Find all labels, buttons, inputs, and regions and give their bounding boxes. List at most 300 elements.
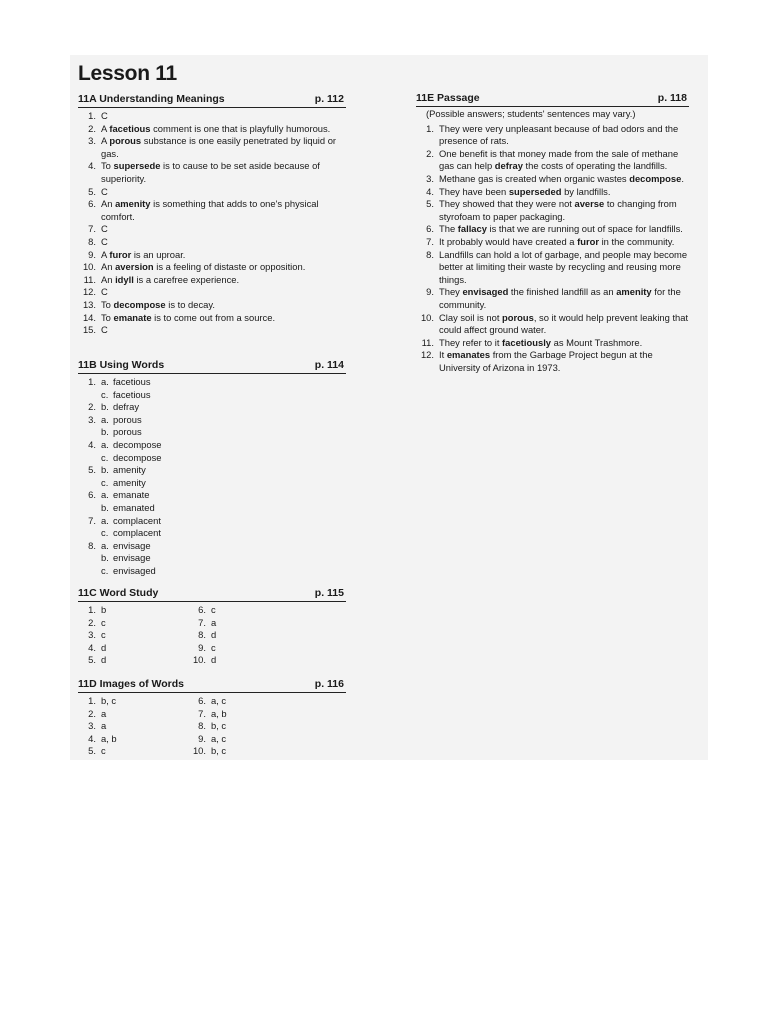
grid-answer bbox=[188, 733, 298, 746]
answer-item bbox=[78, 414, 346, 427]
item-text bbox=[439, 123, 689, 148]
sub-word: facetious bbox=[113, 376, 151, 387]
text-run: The bbox=[439, 223, 458, 235]
vocabulary-word: decompose bbox=[113, 298, 166, 310]
answer-item bbox=[416, 236, 689, 249]
item-number: 1. bbox=[88, 695, 96, 706]
item-number: 2. bbox=[88, 707, 96, 719]
answer-item bbox=[78, 186, 346, 199]
text-run: is to come out from a source. bbox=[151, 311, 276, 323]
item-number bbox=[78, 389, 96, 402]
answer-item bbox=[78, 515, 346, 528]
item-number: 7. bbox=[198, 616, 206, 628]
sub-word: amenity bbox=[113, 476, 146, 488]
page-reference: p. 115 bbox=[314, 587, 344, 599]
grid-answer bbox=[188, 642, 298, 655]
item-number: 8. bbox=[88, 539, 96, 551]
sub-letter: a. bbox=[101, 514, 109, 526]
item-answer: b, c bbox=[101, 695, 117, 706]
vocabulary-word: idyll bbox=[115, 273, 134, 285]
item-number: 12. bbox=[420, 349, 434, 361]
item-number: 9. bbox=[88, 248, 96, 260]
text-run: is an uproar. bbox=[131, 248, 186, 260]
answer-item bbox=[416, 249, 689, 287]
grid-answer bbox=[78, 695, 188, 708]
item-answer: d bbox=[101, 654, 107, 666]
answer-item bbox=[78, 261, 346, 274]
text-run: is to cause to be set aside because of superiority. bbox=[101, 160, 320, 184]
grid-answer bbox=[78, 733, 188, 746]
grid-answer bbox=[188, 708, 298, 721]
section-header bbox=[78, 92, 346, 108]
answer-item bbox=[78, 299, 346, 312]
section-header bbox=[78, 358, 346, 374]
sub-letter: a. bbox=[101, 438, 109, 450]
item-text bbox=[439, 337, 689, 350]
item-answer: a, b bbox=[101, 732, 117, 744]
item-answer: a bbox=[101, 720, 107, 732]
text-run: comment is one that is playfully humorous. bbox=[150, 122, 331, 134]
answer-item bbox=[78, 477, 346, 490]
item-number: 3. bbox=[426, 172, 434, 184]
item-text bbox=[101, 135, 346, 160]
sub-word: emanate bbox=[113, 489, 150, 501]
item-number: 6. bbox=[426, 223, 434, 235]
grid-answer bbox=[188, 745, 298, 758]
vocabulary-word: facetious bbox=[109, 122, 151, 134]
answer-item bbox=[416, 173, 689, 186]
item-text bbox=[101, 223, 346, 236]
answer-item bbox=[78, 502, 346, 515]
text-run: They refer to it bbox=[439, 336, 503, 348]
text-run: by landfills. bbox=[561, 185, 611, 197]
section-11a bbox=[78, 92, 346, 337]
page-reference: p. 112 bbox=[314, 93, 344, 105]
vocabulary-word: aversion bbox=[115, 261, 154, 273]
answer-item bbox=[78, 223, 346, 236]
item-number bbox=[78, 477, 96, 490]
grid-answer bbox=[78, 745, 188, 758]
answer-item bbox=[78, 110, 346, 123]
answer-grid bbox=[78, 695, 346, 758]
answer-item bbox=[416, 337, 689, 350]
item-number: 6. bbox=[88, 489, 96, 501]
answer-item bbox=[78, 439, 346, 452]
item-text bbox=[101, 312, 346, 325]
item-answer: a, c bbox=[211, 732, 227, 744]
sub-word: amenity bbox=[113, 464, 146, 476]
sub-answer bbox=[101, 527, 161, 540]
item-number: 3. bbox=[88, 413, 96, 425]
item-text bbox=[101, 249, 346, 262]
sub-letter: c. bbox=[101, 388, 109, 400]
text-run: An bbox=[101, 273, 116, 285]
vocabulary-word: amenity bbox=[115, 198, 151, 210]
sub-answer bbox=[101, 502, 155, 515]
answer-item bbox=[78, 312, 346, 325]
vocabulary-word: superseded bbox=[508, 185, 562, 197]
text-run: the finished landfill as an bbox=[508, 286, 617, 298]
item-number: 3. bbox=[88, 135, 96, 147]
item-text bbox=[439, 173, 689, 186]
text-run: An bbox=[101, 198, 116, 210]
section-title: 11B Using Words bbox=[78, 359, 165, 371]
section-title: 11D Images of Words bbox=[78, 678, 185, 690]
sub-word: facetious bbox=[113, 388, 151, 400]
vocabulary-word: furor bbox=[109, 248, 132, 260]
text-run: is something that adds to one's physical comfort. bbox=[101, 198, 319, 222]
answer-list bbox=[416, 123, 689, 375]
text-run: A bbox=[101, 135, 110, 147]
text-run: is a carefree experience. bbox=[133, 273, 240, 285]
answer-item bbox=[416, 223, 689, 236]
item-text bbox=[439, 198, 689, 223]
text-run: To bbox=[101, 298, 114, 310]
item-number: 9. bbox=[426, 286, 434, 298]
item-number: 5. bbox=[88, 185, 96, 197]
grid-answer bbox=[78, 720, 188, 733]
item-number bbox=[78, 565, 96, 578]
text-run: They were very unpleasant because of bad odors and the presence of rats. bbox=[439, 122, 679, 147]
answer-item bbox=[78, 160, 346, 185]
text-run: To bbox=[101, 160, 114, 172]
answer-item bbox=[416, 286, 689, 311]
item-number: 2. bbox=[88, 401, 96, 413]
item-number: 5. bbox=[426, 198, 434, 210]
item-text bbox=[101, 160, 346, 185]
page-reference: p. 116 bbox=[314, 678, 344, 690]
text-run: An bbox=[101, 261, 116, 273]
sub-letter: b. bbox=[101, 464, 109, 476]
item-answer: d bbox=[211, 629, 217, 641]
section-header bbox=[78, 677, 346, 693]
item-text bbox=[439, 349, 689, 374]
item-text bbox=[439, 249, 689, 287]
item-number bbox=[78, 426, 96, 439]
item-number: 4. bbox=[426, 185, 434, 197]
item-number: 9. bbox=[198, 732, 206, 744]
sub-word: complacent bbox=[113, 527, 161, 539]
sub-answer bbox=[101, 565, 156, 578]
grid-answer bbox=[78, 604, 188, 617]
sub-letter: a. bbox=[101, 376, 109, 387]
answer-item bbox=[78, 426, 346, 439]
item-number: 1. bbox=[88, 376, 96, 387]
item-answer: b, c bbox=[211, 720, 227, 732]
item-number: 2. bbox=[426, 147, 434, 159]
sub-answer bbox=[101, 515, 161, 528]
item-answer: d bbox=[101, 641, 107, 653]
answer-item bbox=[78, 286, 346, 299]
item-number bbox=[78, 552, 96, 565]
item-number: 10. bbox=[192, 745, 206, 757]
sub-letter: b. bbox=[101, 501, 109, 513]
text-run: Landfills can hold a lot of garbage, and people may become better at limiting their waste by recycling and reusing more things. bbox=[439, 248, 688, 285]
sub-word: envisaged bbox=[113, 564, 156, 576]
item-number: 4. bbox=[88, 641, 96, 653]
item-number: 7. bbox=[426, 235, 434, 247]
item-text bbox=[439, 286, 689, 311]
item-text bbox=[439, 236, 689, 249]
sub-letter: b. bbox=[101, 552, 109, 564]
text-run: Methane gas is created when organic wastes bbox=[439, 172, 630, 184]
item-text bbox=[101, 110, 346, 123]
text-run: substance is one easily penetrated by liquid or gas. bbox=[101, 135, 337, 159]
sub-letter: c. bbox=[101, 527, 109, 539]
item-text bbox=[101, 274, 346, 287]
item-answer: a, c bbox=[211, 695, 227, 706]
text-run: A bbox=[101, 122, 110, 134]
item-number: 1. bbox=[88, 604, 96, 615]
item-number: 11. bbox=[83, 273, 96, 285]
item-number: 2. bbox=[88, 616, 96, 628]
text-run: C bbox=[101, 235, 108, 247]
grid-answer bbox=[78, 642, 188, 655]
item-number: 8. bbox=[198, 720, 206, 732]
section-header bbox=[78, 586, 346, 602]
vocabulary-word: envisaged bbox=[462, 286, 509, 298]
text-run: is that we are running out of space for landfills. bbox=[486, 223, 683, 235]
item-text bbox=[439, 223, 689, 236]
answer-item bbox=[416, 148, 689, 173]
text-run: To bbox=[101, 311, 114, 323]
answer-item bbox=[78, 198, 346, 223]
sub-word: decompose bbox=[113, 438, 162, 450]
vocabulary-word: averse bbox=[574, 198, 605, 210]
answer-item bbox=[78, 565, 346, 578]
sub-answer bbox=[101, 477, 146, 490]
vocabulary-word: amenity bbox=[616, 286, 652, 298]
text-run: They bbox=[439, 286, 463, 298]
sub-answer bbox=[101, 540, 151, 553]
sub-word: decompose bbox=[113, 451, 162, 463]
answer-item bbox=[416, 312, 689, 337]
text-run: is a feeling of distaste or opposition. bbox=[153, 261, 306, 273]
item-number: 3. bbox=[88, 720, 96, 732]
answer-item bbox=[416, 186, 689, 199]
section-11e bbox=[416, 91, 689, 374]
answer-item bbox=[416, 123, 689, 148]
item-answer: a bbox=[101, 707, 107, 719]
text-run: C bbox=[101, 185, 108, 197]
text-run: C bbox=[101, 110, 108, 121]
item-text bbox=[439, 312, 689, 337]
item-answer: c bbox=[101, 745, 106, 757]
item-number: 5. bbox=[88, 745, 96, 757]
answer-item bbox=[78, 236, 346, 249]
sub-word: envisage bbox=[113, 552, 151, 564]
grid-answer bbox=[78, 708, 188, 721]
sub-word: envisage bbox=[113, 539, 151, 551]
grid-answer bbox=[78, 617, 188, 630]
sub-answer bbox=[101, 389, 151, 402]
item-text bbox=[101, 186, 346, 199]
grid-answer bbox=[188, 720, 298, 733]
item-answer: b bbox=[101, 604, 107, 615]
answer-item bbox=[78, 135, 346, 160]
sub-letter: a. bbox=[101, 413, 109, 425]
grid-answer bbox=[188, 695, 298, 708]
grid-answer bbox=[188, 604, 298, 617]
text-run: They have been bbox=[439, 185, 509, 197]
grid-answer bbox=[78, 654, 188, 667]
item-answer: c bbox=[101, 629, 106, 641]
item-number: 8. bbox=[198, 629, 206, 641]
sub-word: porous bbox=[113, 426, 142, 438]
text-run: , so it would help prevent leaking that could affect ground water. bbox=[439, 311, 689, 336]
item-number: 1. bbox=[88, 110, 96, 121]
answer-item bbox=[78, 389, 346, 402]
answer-item bbox=[78, 324, 346, 337]
item-number: 10. bbox=[192, 654, 206, 666]
sub-answer bbox=[101, 426, 142, 439]
text-run: the costs of operating the landfills. bbox=[522, 160, 668, 172]
item-number: 5. bbox=[88, 464, 96, 476]
item-number: 7. bbox=[88, 223, 96, 235]
item-text bbox=[439, 148, 689, 173]
sub-word: emanated bbox=[113, 501, 155, 513]
vocabulary-word: emanates bbox=[446, 349, 491, 361]
sub-word: complacent bbox=[113, 514, 161, 526]
item-text bbox=[101, 324, 346, 337]
text-run: for the community. bbox=[439, 286, 681, 310]
item-answer: c bbox=[101, 616, 106, 628]
item-number: 1. bbox=[426, 122, 434, 134]
sub-letter: a. bbox=[101, 539, 109, 551]
sub-answer bbox=[101, 464, 146, 477]
item-number: 15. bbox=[82, 324, 96, 336]
item-number: 13. bbox=[82, 298, 96, 310]
item-answer: b, c bbox=[211, 745, 227, 757]
item-text bbox=[101, 236, 346, 249]
item-number: 2. bbox=[88, 122, 96, 134]
item-answer: d bbox=[211, 654, 217, 666]
answer-item bbox=[78, 489, 346, 502]
item-text bbox=[101, 261, 346, 274]
item-number: 4. bbox=[88, 160, 96, 172]
item-text bbox=[101, 299, 346, 312]
text-run: C bbox=[101, 324, 108, 336]
grid-answer bbox=[188, 654, 298, 667]
vocabulary-word: porous bbox=[502, 311, 534, 323]
section-11c bbox=[78, 586, 346, 667]
sub-letter: c. bbox=[101, 564, 109, 576]
answer-item bbox=[78, 123, 346, 136]
item-number bbox=[78, 502, 96, 515]
item-answer: a, b bbox=[211, 707, 227, 719]
answer-item bbox=[78, 376, 346, 389]
answer-item bbox=[78, 540, 346, 553]
vocabulary-word: supersede bbox=[113, 160, 161, 172]
item-number: 7. bbox=[88, 514, 96, 526]
text-run: It bbox=[439, 349, 447, 361]
sub-letter: a. bbox=[101, 489, 109, 501]
item-number: 6. bbox=[198, 604, 206, 615]
section-note: (Possible answers; students' sentences may vary.) bbox=[426, 108, 636, 119]
answer-item bbox=[78, 274, 346, 287]
item-answer: c bbox=[211, 641, 216, 653]
sub-letter: c. bbox=[101, 451, 109, 463]
item-number: 9. bbox=[198, 641, 206, 653]
sub-answer bbox=[101, 439, 161, 452]
item-number: 3. bbox=[88, 629, 96, 641]
section-title: 11E Passage bbox=[416, 92, 480, 104]
item-number: 10. bbox=[82, 261, 96, 273]
grid-answer bbox=[188, 617, 298, 630]
answer-grid bbox=[78, 604, 346, 667]
item-number: 6. bbox=[88, 198, 96, 210]
item-number: 11. bbox=[421, 336, 434, 348]
sub-letter: b. bbox=[101, 401, 109, 413]
text-run: to changing from styrofoam to paper packaging. bbox=[439, 198, 677, 222]
section-title: 11A Understanding Meanings bbox=[78, 93, 225, 105]
text-run: Clay soil is not bbox=[439, 311, 503, 323]
item-text bbox=[439, 186, 689, 199]
section-title: 11C Word Study bbox=[78, 587, 159, 599]
vocabulary-word: porous bbox=[109, 135, 142, 147]
answer-item bbox=[416, 349, 689, 374]
text-run: in the community. bbox=[598, 235, 675, 247]
answer-list bbox=[78, 376, 346, 578]
item-number: 4. bbox=[88, 732, 96, 744]
item-number: 10. bbox=[420, 311, 434, 323]
answer-item bbox=[78, 552, 346, 565]
text-run: C bbox=[101, 286, 108, 298]
item-number: 7. bbox=[198, 707, 206, 719]
item-number: 8. bbox=[88, 235, 96, 247]
item-number bbox=[78, 452, 96, 465]
item-number: 5. bbox=[88, 654, 96, 666]
text-run: is to decay. bbox=[165, 298, 215, 310]
text-run: It probably would have created a bbox=[439, 235, 578, 247]
item-number: 12. bbox=[82, 286, 96, 298]
sub-answer bbox=[101, 552, 151, 565]
item-number: 6. bbox=[198, 695, 206, 706]
answer-item bbox=[416, 198, 689, 223]
answer-list bbox=[78, 110, 346, 337]
item-text bbox=[101, 286, 346, 299]
text-run: C bbox=[101, 223, 108, 235]
sub-answer bbox=[101, 489, 149, 502]
answer-item bbox=[78, 527, 346, 540]
item-number bbox=[78, 527, 96, 540]
sub-answer bbox=[101, 376, 151, 389]
vocabulary-word: furor bbox=[577, 235, 599, 247]
answer-item bbox=[78, 249, 346, 262]
vocabulary-word: fallacy bbox=[457, 223, 487, 235]
item-number: 8. bbox=[426, 248, 434, 260]
vocabulary-word: decompose bbox=[629, 172, 682, 184]
sub-word: porous bbox=[113, 413, 142, 425]
section-header bbox=[416, 91, 689, 107]
item-text bbox=[101, 123, 346, 136]
grid-answer bbox=[188, 629, 298, 642]
sub-letter: b. bbox=[101, 426, 109, 438]
text-run: They showed that they were not bbox=[439, 198, 575, 210]
item-number: 14. bbox=[82, 311, 96, 323]
sub-letter: c. bbox=[101, 476, 109, 488]
item-answer: a bbox=[211, 616, 217, 628]
section-11d bbox=[78, 677, 346, 758]
vocabulary-word: facetiously bbox=[502, 336, 552, 348]
lesson-title: Lesson 11 bbox=[78, 62, 177, 85]
text-run: from the Garbage Project begun at the University of Arizona in 1973. bbox=[439, 349, 653, 373]
answer-item bbox=[78, 452, 346, 465]
page-reference: p. 118 bbox=[657, 92, 687, 104]
item-number: 4. bbox=[88, 438, 96, 450]
sub-answer bbox=[101, 401, 139, 414]
item-text bbox=[101, 198, 346, 223]
